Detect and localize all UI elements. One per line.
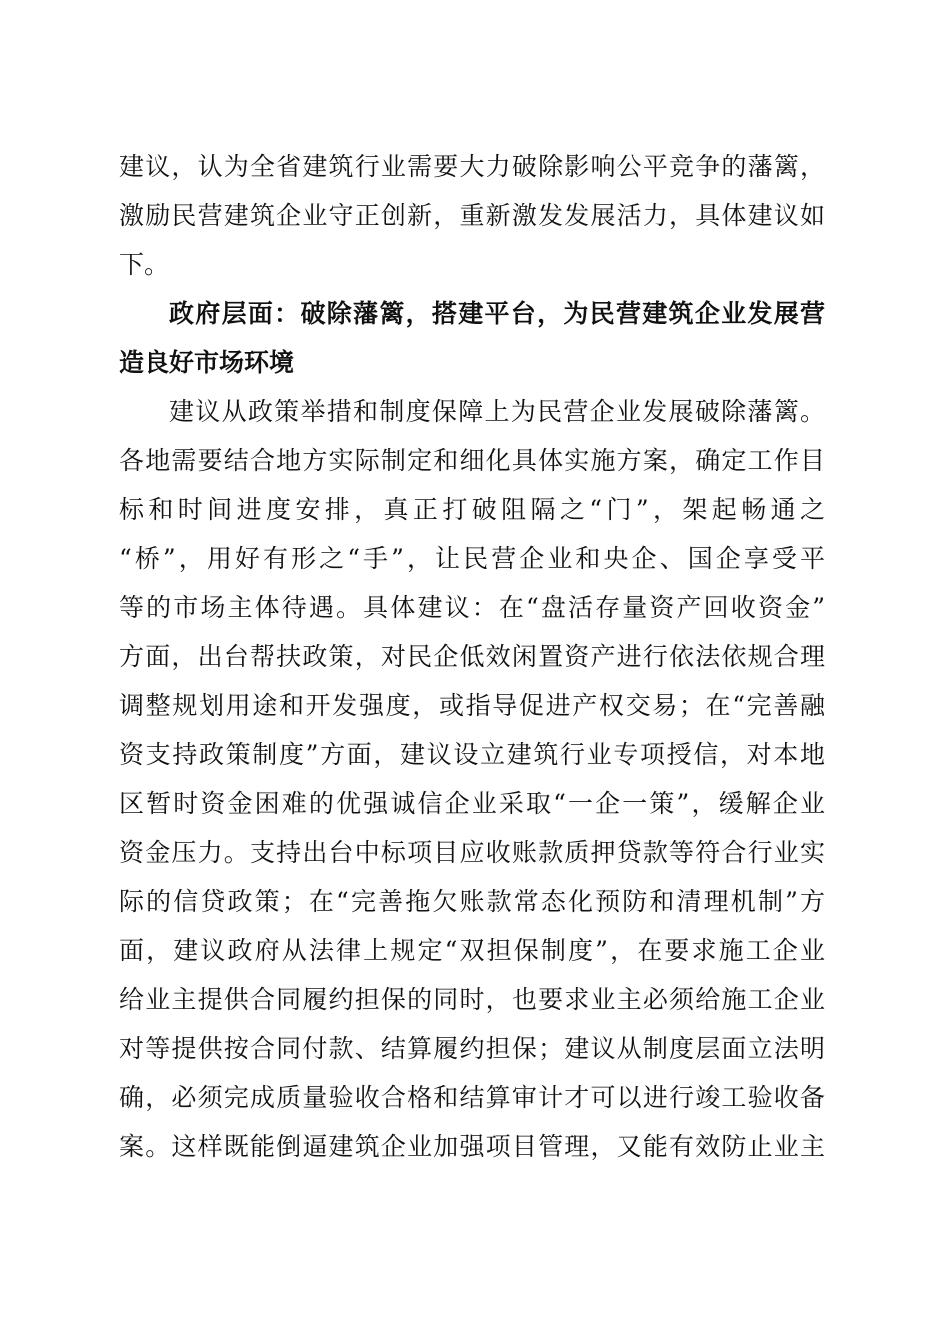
heading-line: 造良好市场环境 [119,348,295,377]
text-line: 际的信贷政策；在“完善拖欠账款常态化预防和清理机制”方 [119,887,825,916]
text-line: 各地需要结合地方实际制定和细化具体实施方案，确定工作目 [119,446,825,475]
text-line: 案。这样既能倒逼建筑企业加强项目管理，又能有效防止业主 [119,1132,825,1161]
text-line: 标和时间进度安排，真正打破阻隔之“门”，架起畅通之 [119,495,825,524]
heading-line: 政府层面：破除藩篱，搭建平台，为民营建筑企业发展营 [169,299,825,328]
text-line: 方面，出台帮扶政策，对民企低效闲置资产进行依法依规合理 [119,642,825,671]
document-page [119,142,825,1171]
paragraph-government-suggestions [119,387,825,1171]
text-line: 资支持政策制度”方面，建议设立建筑行业专项授信，对本地 [119,740,825,769]
section-heading [119,289,825,387]
paragraph-intro-continuation [119,142,825,289]
text-line: 激励民营建筑企业守正创新，重新激发发展活力，具体建议如 [119,201,825,230]
text-line: 对等提供按合同付款、结算履约担保；建议从制度层面立法明 [119,1034,825,1063]
text-line: 资金压力。支持出台中标项目应收账款质押贷款等符合行业实 [119,838,825,867]
text-line: 等的市场主体待遇。具体建议：在“盘活存量资产回收资金” [119,593,825,622]
text-line: 区暂时资金困难的优强诚信企业采取“一企一策”，缓解企业 [119,789,825,818]
text-line: 确，必须完成质量验收合格和结算审计才可以进行竣工验收备 [119,1083,825,1112]
text-line: 建议从政策举措和制度保障上为民营企业发展破除藩篱。 [169,397,825,426]
text-line: 下。 [119,250,170,279]
text-line: “桥”，用好有形之“手”，让民营企业和央企、国企享受平 [119,544,825,573]
text-line: 面，建议政府从法律上规定“双担保制度”，在要求施工企业 [119,936,825,965]
text-line: 调整规划用途和开发强度，或指导促进产权交易；在“完善融 [119,691,825,720]
text-line: 给业主提供合同履约担保的同时，也要求业主必须给施工企业 [119,985,825,1014]
text-line: 建议，认为全省建筑行业需要大力破除影响公平竞争的藩篱， [119,152,825,181]
